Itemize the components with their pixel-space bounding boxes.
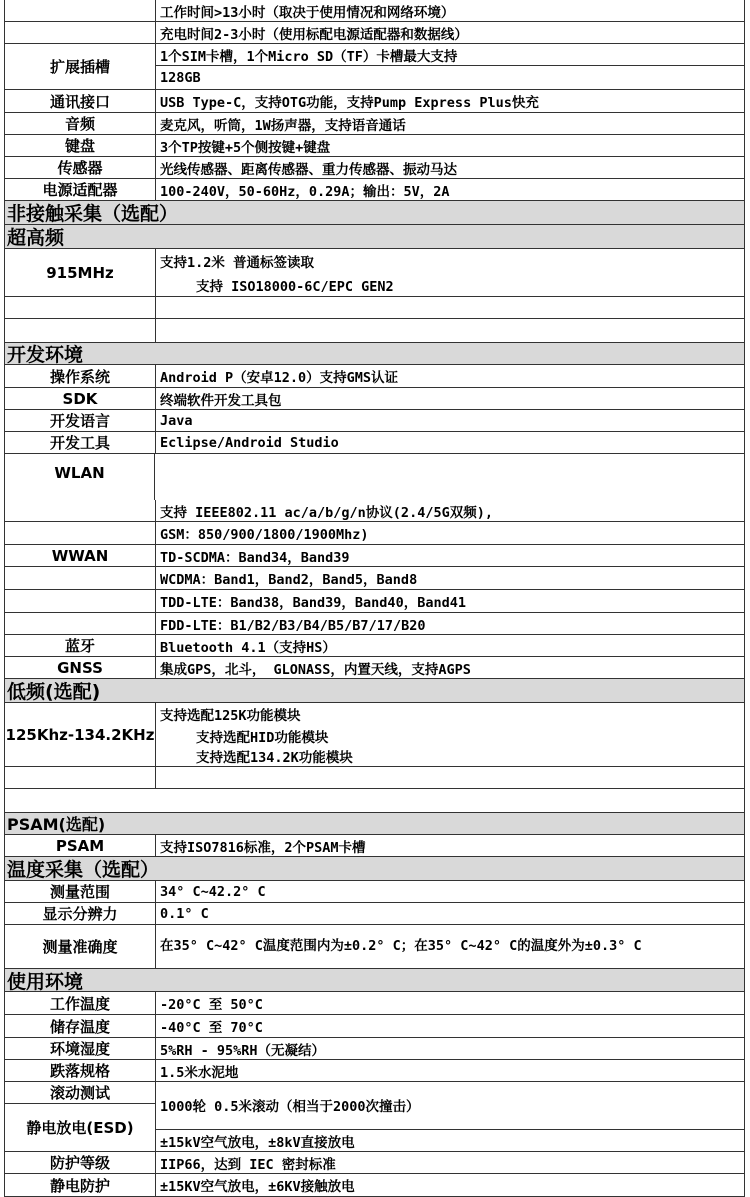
charge-time-row [4,22,745,44]
lf-line-3: 支持选配134.2K功能模块 [196,750,353,766]
audio-label: 音频 [5,113,156,134]
expansion-value-1: 1个SIM卡槽，1个Micro SD（TF）卡槽最大支持 [156,44,745,66]
row-label-empty [5,500,156,521]
drop-value: 1.5米水泥地 [160,1064,239,1081]
section-lf: 低频(选配) [4,679,745,703]
lf-label: 125Khz-134.2KHz [5,703,156,766]
tddlte-value: TDD-LTE：Band38，Band39，Band40，Band41 [160,595,466,611]
os-row [4,365,745,388]
sdk-row [4,388,745,410]
psam-label: PSAM [5,835,156,856]
lf-line-2: 支持选配HID功能模块 [196,730,329,746]
wlan-value-row [4,500,745,522]
gnss-value: 集成GPS，北斗， GLONASS，内置天线，支持AGPS [160,661,471,678]
power-value: 100-240V，50-60Hz，0.29A；输出：5V，2A [160,183,450,200]
section-psam: PSAM(选配) [4,813,745,835]
section-dev-env: 开发环境 [4,343,745,365]
wcdma-value: WCDMA：Band1，Band2，Band5，Band8 [160,572,418,588]
os-value: Android P（安卓12.0）支持GMS认证 [160,370,399,386]
lf-empty-row [4,767,745,789]
bt-row [4,635,745,657]
power-label: 电源适配器 [5,179,156,200]
row-label-empty [5,567,156,589]
wwan-label: WWAN [5,545,156,566]
sdk-value: 终端软件开发工具包 [160,392,282,409]
row-label-empty [5,297,156,318]
work-time-row [4,0,745,22]
gnss-row [4,657,745,679]
bt-label: 蓝牙 [5,635,156,656]
section-uhf: 超高频 [4,225,745,249]
tdscdma-row [4,544,745,566]
esd2-label: 静电防护 [5,1174,156,1196]
wlan-value: 支持 IEEE802.11 ac/a/b/g/n协议(2.4/5G双频), [160,504,493,521]
humidity-label: 环境湿度 [5,1038,156,1059]
tumble-label: 滚动测试 [5,1082,156,1104]
comm-label: 通讯接口 [5,90,156,112]
gsm-value: GSM：850/900/1800/1900Mhz) [160,527,369,543]
temp-range-row [4,881,745,903]
uhf-empty-row-2 [4,319,745,343]
temp-acc-row [4,925,745,969]
spec-table [4,0,745,1197]
row-label-empty [5,613,156,634]
expansion-row [4,44,745,90]
uhf-label: 915MHz [5,249,156,296]
psam-row [4,835,745,857]
esd-label: 静电放电(ESD) [5,1104,156,1151]
lang-row [4,410,745,432]
esd-value: ±15kV空气放电，±8kV直接放电 [156,1129,745,1151]
op-temp-value: -20°C 至 50°C [160,997,263,1013]
lang-label: 开发语言 [5,410,156,431]
sensor-row [4,157,745,179]
bt-value: Bluetooth 4.1（支持HS） [160,639,336,656]
fddlte-value: FDD-LTE：B1/B2/B3/B4/B5/B7/17/B20 [160,617,426,634]
gsm-row [4,522,745,544]
ip-row [4,1152,745,1174]
tool-label: 开发工具 [5,432,156,453]
sensor-value: 光线传感器、距离传感器、重力传感器、振动马达 [160,161,457,178]
temp-acc-value: 在35° C~42° C温度范围内为±0.2° C；在35° C~42° C的温度外为±0.3° C [160,938,642,954]
wlan-label: WLAN [5,454,155,500]
st-temp-row [4,1015,745,1038]
comm-value: USB Type-C，支持OTG功能，支持Pump Express Plus快充 [160,95,539,111]
os-label: 操作系统 [5,365,156,387]
op-temp-label: 工作温度 [5,992,156,1014]
comm-row [4,90,745,113]
keyboard-value: 3个TP按键+5个侧按键+键盘 [160,139,331,156]
lf-line-1: 支持选配125K功能模块 [160,708,301,724]
sensor-label: 传感器 [5,157,156,178]
humidity-row [4,1038,745,1060]
work-time-value: 工作时间>13小时（取决于使用情况和网络环境） [160,4,455,21]
lang-value: Java [160,412,193,429]
tdscdma-value: TD-SCDMA：Band34，Band39 [160,549,350,566]
drop-label: 跌落规格 [5,1060,156,1081]
tumble-value: 1000轮 0.5米滚动（相当于2000次撞击） [160,1099,420,1115]
keyboard-label: 键盘 [5,135,156,156]
tddlte-row [4,589,745,612]
tool-value: Eclipse/Android Studio [160,434,339,451]
sdk-label: SDK [5,388,156,409]
row-label-empty [5,319,156,342]
wcdma-row [4,566,745,589]
temp-res-row [4,903,745,925]
ip-label: 防护等级 [5,1152,156,1173]
power-row [4,179,745,201]
fddlte-row [4,612,745,635]
section-noncontact: 非接触采集（选配） [4,201,745,225]
section-temp: 温度采集（选配） [4,857,745,881]
lf-row [4,703,745,767]
esd-row [4,1099,745,1152]
row-label-empty [5,22,156,43]
uhf-row [4,249,745,297]
row-label-empty [5,0,156,21]
tool-row [4,432,745,454]
st-temp-value: -40°C 至 70°C [160,1020,263,1036]
audio-row [4,113,745,135]
audio-value: 麦克风，听筒，1W扬声器，支持语音通话 [160,117,406,134]
uhf-line-2: 支持 ISO18000-6C/EPC GEN2 [196,278,394,295]
psam-value: 支持ISO7816标准，2个PSAM卡槽 [160,839,366,856]
op-temp-row [4,992,745,1015]
humidity-value: 5%RH - 95%RH（无凝结） [160,1042,326,1059]
drop-row [4,1060,745,1082]
temp-range-label: 测量范围 [5,881,156,902]
esd2-value: ±15KV空气放电，±6KV接触放电 [160,1179,355,1195]
uhf-empty-row-1 [4,297,745,319]
expansion-value-2: 128GB [160,70,201,86]
temp-acc-label: 测量准确度 [5,925,156,968]
keyboard-row [4,135,745,157]
wlan-row [4,454,745,500]
temp-res-label: 显示分辨力 [5,903,156,924]
temp-res-value: 0.1° C [160,905,209,922]
st-temp-label: 储存温度 [5,1015,156,1037]
uhf-line-1: 支持1.2米 普通标签读取 [160,254,315,271]
ip-value: IIP66，达到 IEC 密封标准 [160,1156,336,1173]
row-label-empty [5,522,156,544]
lf-empty-row-2 [4,789,745,813]
section-env: 使用环境 [4,969,745,992]
row-label-empty [5,590,156,612]
temp-range-value: 34° C~42.2° C [160,883,266,900]
charge-time-value: 充电时间2-3小时（使用标配电源适配器和数据线） [160,26,468,43]
gnss-label: GNSS [5,657,156,678]
row-label-empty [5,767,156,788]
expansion-label: 扩展插槽 [5,44,156,89]
